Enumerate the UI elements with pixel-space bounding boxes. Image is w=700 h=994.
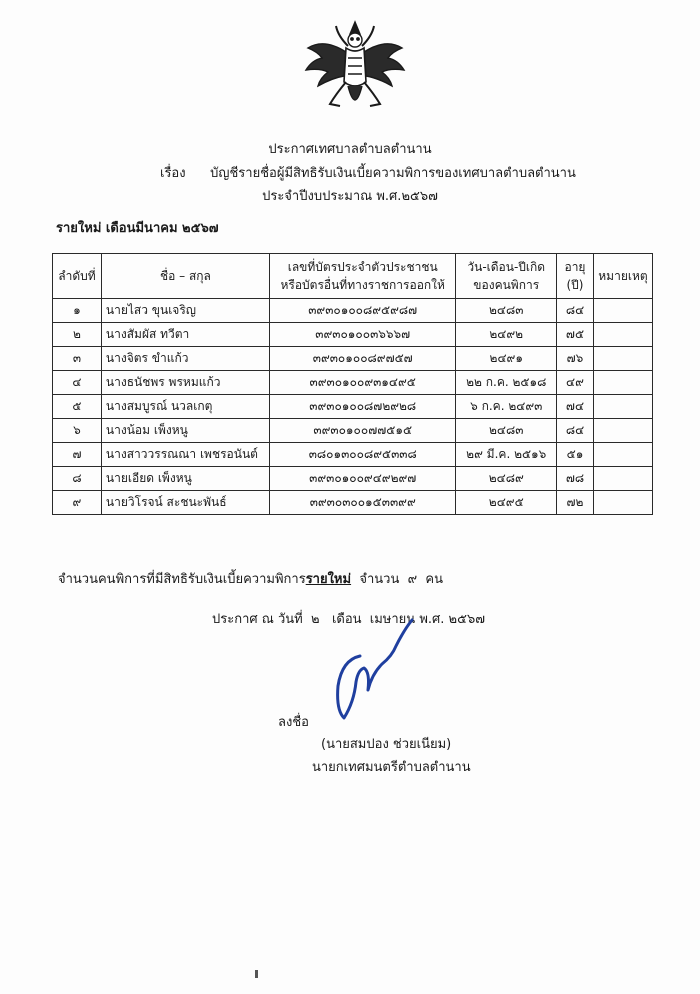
table-row xyxy=(53,395,653,419)
cell-age: ๗๖ xyxy=(557,347,594,371)
cell-name: นายวิโรจน์ สะชนะพันธ์ xyxy=(101,491,269,515)
cell-dob: ๖ ก.ค. ๒๔๙๓ xyxy=(456,395,557,419)
cell-age: ๗๒ xyxy=(557,491,594,515)
summary-prefix: จำนวนคนพิการที่มีสิทธิรับเงินเบี้ยความพิการ xyxy=(58,572,306,587)
summary-line xyxy=(58,568,443,589)
cell-name: นางสาววรรณณา เพชรอนันต์ xyxy=(101,443,269,467)
cell-age: ๕๑ xyxy=(557,443,594,467)
cell-note xyxy=(593,491,652,515)
subject-text: บัญชีรายชื่อผู้มีสิทธิรับเงินเบี้ยความพิการของเทศบาลตำบลตำนาน xyxy=(210,166,576,181)
cell-name: นายเอียด เพ็งหนู xyxy=(101,467,269,491)
header-id-line1: เลขที่บัตรประจำตัวประชาชน xyxy=(287,260,438,274)
header-dob xyxy=(456,254,557,299)
table-row xyxy=(53,491,653,515)
cell-no: ๑ xyxy=(53,299,102,323)
garuda-emblem-icon xyxy=(300,18,410,118)
cell-name: นายไสว ขุนเจริญ xyxy=(101,299,269,323)
header-age-line2: (ปี) xyxy=(566,278,584,292)
header-age-line1: อายุ xyxy=(564,260,586,274)
cell-note xyxy=(593,347,652,371)
header-id xyxy=(269,254,455,299)
cell-no: ๗ xyxy=(53,443,102,467)
subject-label: เรื่อง xyxy=(160,166,186,181)
cell-id: ๓๙๓๐๓๐๐๑๕๓๓๙๙ xyxy=(269,491,455,515)
cell-dob: ๒๔๙๑ xyxy=(456,347,557,371)
cell-note xyxy=(593,299,652,323)
signer-name: (นายสมปอง ช่วยเนียม) xyxy=(321,737,452,752)
cell-note xyxy=(593,371,652,395)
cell-note xyxy=(593,419,652,443)
header-no: ลำดับที่ xyxy=(53,254,102,299)
header-dob-line1: วัน-เดือน-ปีเกิด xyxy=(467,260,546,274)
cell-note xyxy=(593,467,652,491)
table-header-row xyxy=(53,254,653,299)
cell-no: ๕ xyxy=(53,395,102,419)
summary-suffix: จำนวน ๙ คน xyxy=(351,572,443,587)
cell-age: ๗๔ xyxy=(557,395,594,419)
cell-name: นางน้อม เพ็งหนู xyxy=(101,419,269,443)
cell-dob: ๒๔๙๕ xyxy=(456,491,557,515)
table-row xyxy=(53,299,653,323)
header-age xyxy=(557,254,594,299)
cell-age: ๘๔ xyxy=(557,419,594,443)
handwritten-signature xyxy=(320,590,440,740)
cell-no: ๙ xyxy=(53,491,102,515)
cell-note xyxy=(593,443,652,467)
table-row xyxy=(53,467,653,491)
cell-dob: ๒๔๘๓ xyxy=(456,299,557,323)
cell-note xyxy=(593,323,652,347)
header-id-line2: หรือบัตรอื่นที่ทางราชการออกให้ xyxy=(280,278,445,292)
cell-note xyxy=(593,395,652,419)
table-row xyxy=(53,323,653,347)
header-note: หมายเหตุ xyxy=(593,254,652,299)
announcement-title: ประกาศเทศบาลตำบลตำนาน xyxy=(268,142,432,157)
fiscal-year-line: ประจำปีงบประมาณ พ.ศ.๒๕๖๗ xyxy=(262,189,438,204)
sign-label: ลงชื่อ xyxy=(278,715,309,730)
header-name: ชื่อ – สกุล xyxy=(101,254,269,299)
cell-name: นางธนัชพร พรหมแก้ว xyxy=(101,371,269,395)
cell-id: ๓๙๓๐๑๐๐๓๖๖๖๗ xyxy=(269,323,455,347)
cell-no: ๒ xyxy=(53,323,102,347)
cell-no: ๘ xyxy=(53,467,102,491)
cell-dob: ๒๔๙๒ xyxy=(456,323,557,347)
cell-name: นางสัมผัส ทวีตา xyxy=(101,323,269,347)
header-dob-line2: ของคนพิการ xyxy=(473,278,540,292)
table-row xyxy=(53,347,653,371)
cell-id: ๓๙๓๐๑๐๐๙๓๑๔๙๕ xyxy=(269,371,455,395)
cell-id: ๓๘๐๑๓๐๐๘๙๕๓๓๘ xyxy=(269,443,455,467)
table-row xyxy=(53,419,653,443)
cell-id: ๓๙๓๐๑๐๐๘๙๗๕๗ xyxy=(269,347,455,371)
cell-dob: ๒๔๘๓ xyxy=(456,419,557,443)
cell-dob: ๒๙ มี.ค. ๒๕๑๖ xyxy=(456,443,557,467)
cell-id: ๓๙๓๐๑๐๐๘๗๒๙๒๘ xyxy=(269,395,455,419)
cell-age: ๗๕ xyxy=(557,323,594,347)
cell-id: ๓๙๓๐๑๐๐๘๙๕๙๘๗ xyxy=(269,299,455,323)
cell-no: ๖ xyxy=(53,419,102,443)
section-title: รายใหม่ เดือนมีนาคม ๒๕๖๗ xyxy=(56,221,219,236)
subject-line xyxy=(160,162,576,183)
cell-id: ๓๙๓๐๑๐๐๙๔๙๒๙๗ xyxy=(269,467,455,491)
announcement-date: ประกาศ ณ วันที่ ๒ เดือน เมษายน พ.ศ. ๒๕๖๗ xyxy=(212,612,485,627)
cell-name: นางจิตร ขำแก้ว xyxy=(101,347,269,371)
summary-emphasis: รายใหม่ xyxy=(305,572,352,587)
cell-no: ๓ xyxy=(53,347,102,371)
table-row xyxy=(53,371,653,395)
cell-dob: ๒๒ ก.ค. ๒๕๑๘ xyxy=(456,371,557,395)
cell-dob: ๒๔๘๙ xyxy=(456,467,557,491)
cell-name: นางสมบูรณ์ นวลเกตุ xyxy=(101,395,269,419)
cell-age: ๘๔ xyxy=(557,299,594,323)
scan-mark xyxy=(255,970,258,978)
table-row xyxy=(53,443,653,467)
signer-position: นายกเทศมนตรีตำบลตำนาน xyxy=(312,760,471,775)
beneficiary-table xyxy=(52,253,653,515)
cell-no: ๔ xyxy=(53,371,102,395)
cell-age: ๔๙ xyxy=(557,371,594,395)
cell-id: ๓๙๓๐๑๐๐๗๗๕๑๕ xyxy=(269,419,455,443)
cell-age: ๗๘ xyxy=(557,467,594,491)
